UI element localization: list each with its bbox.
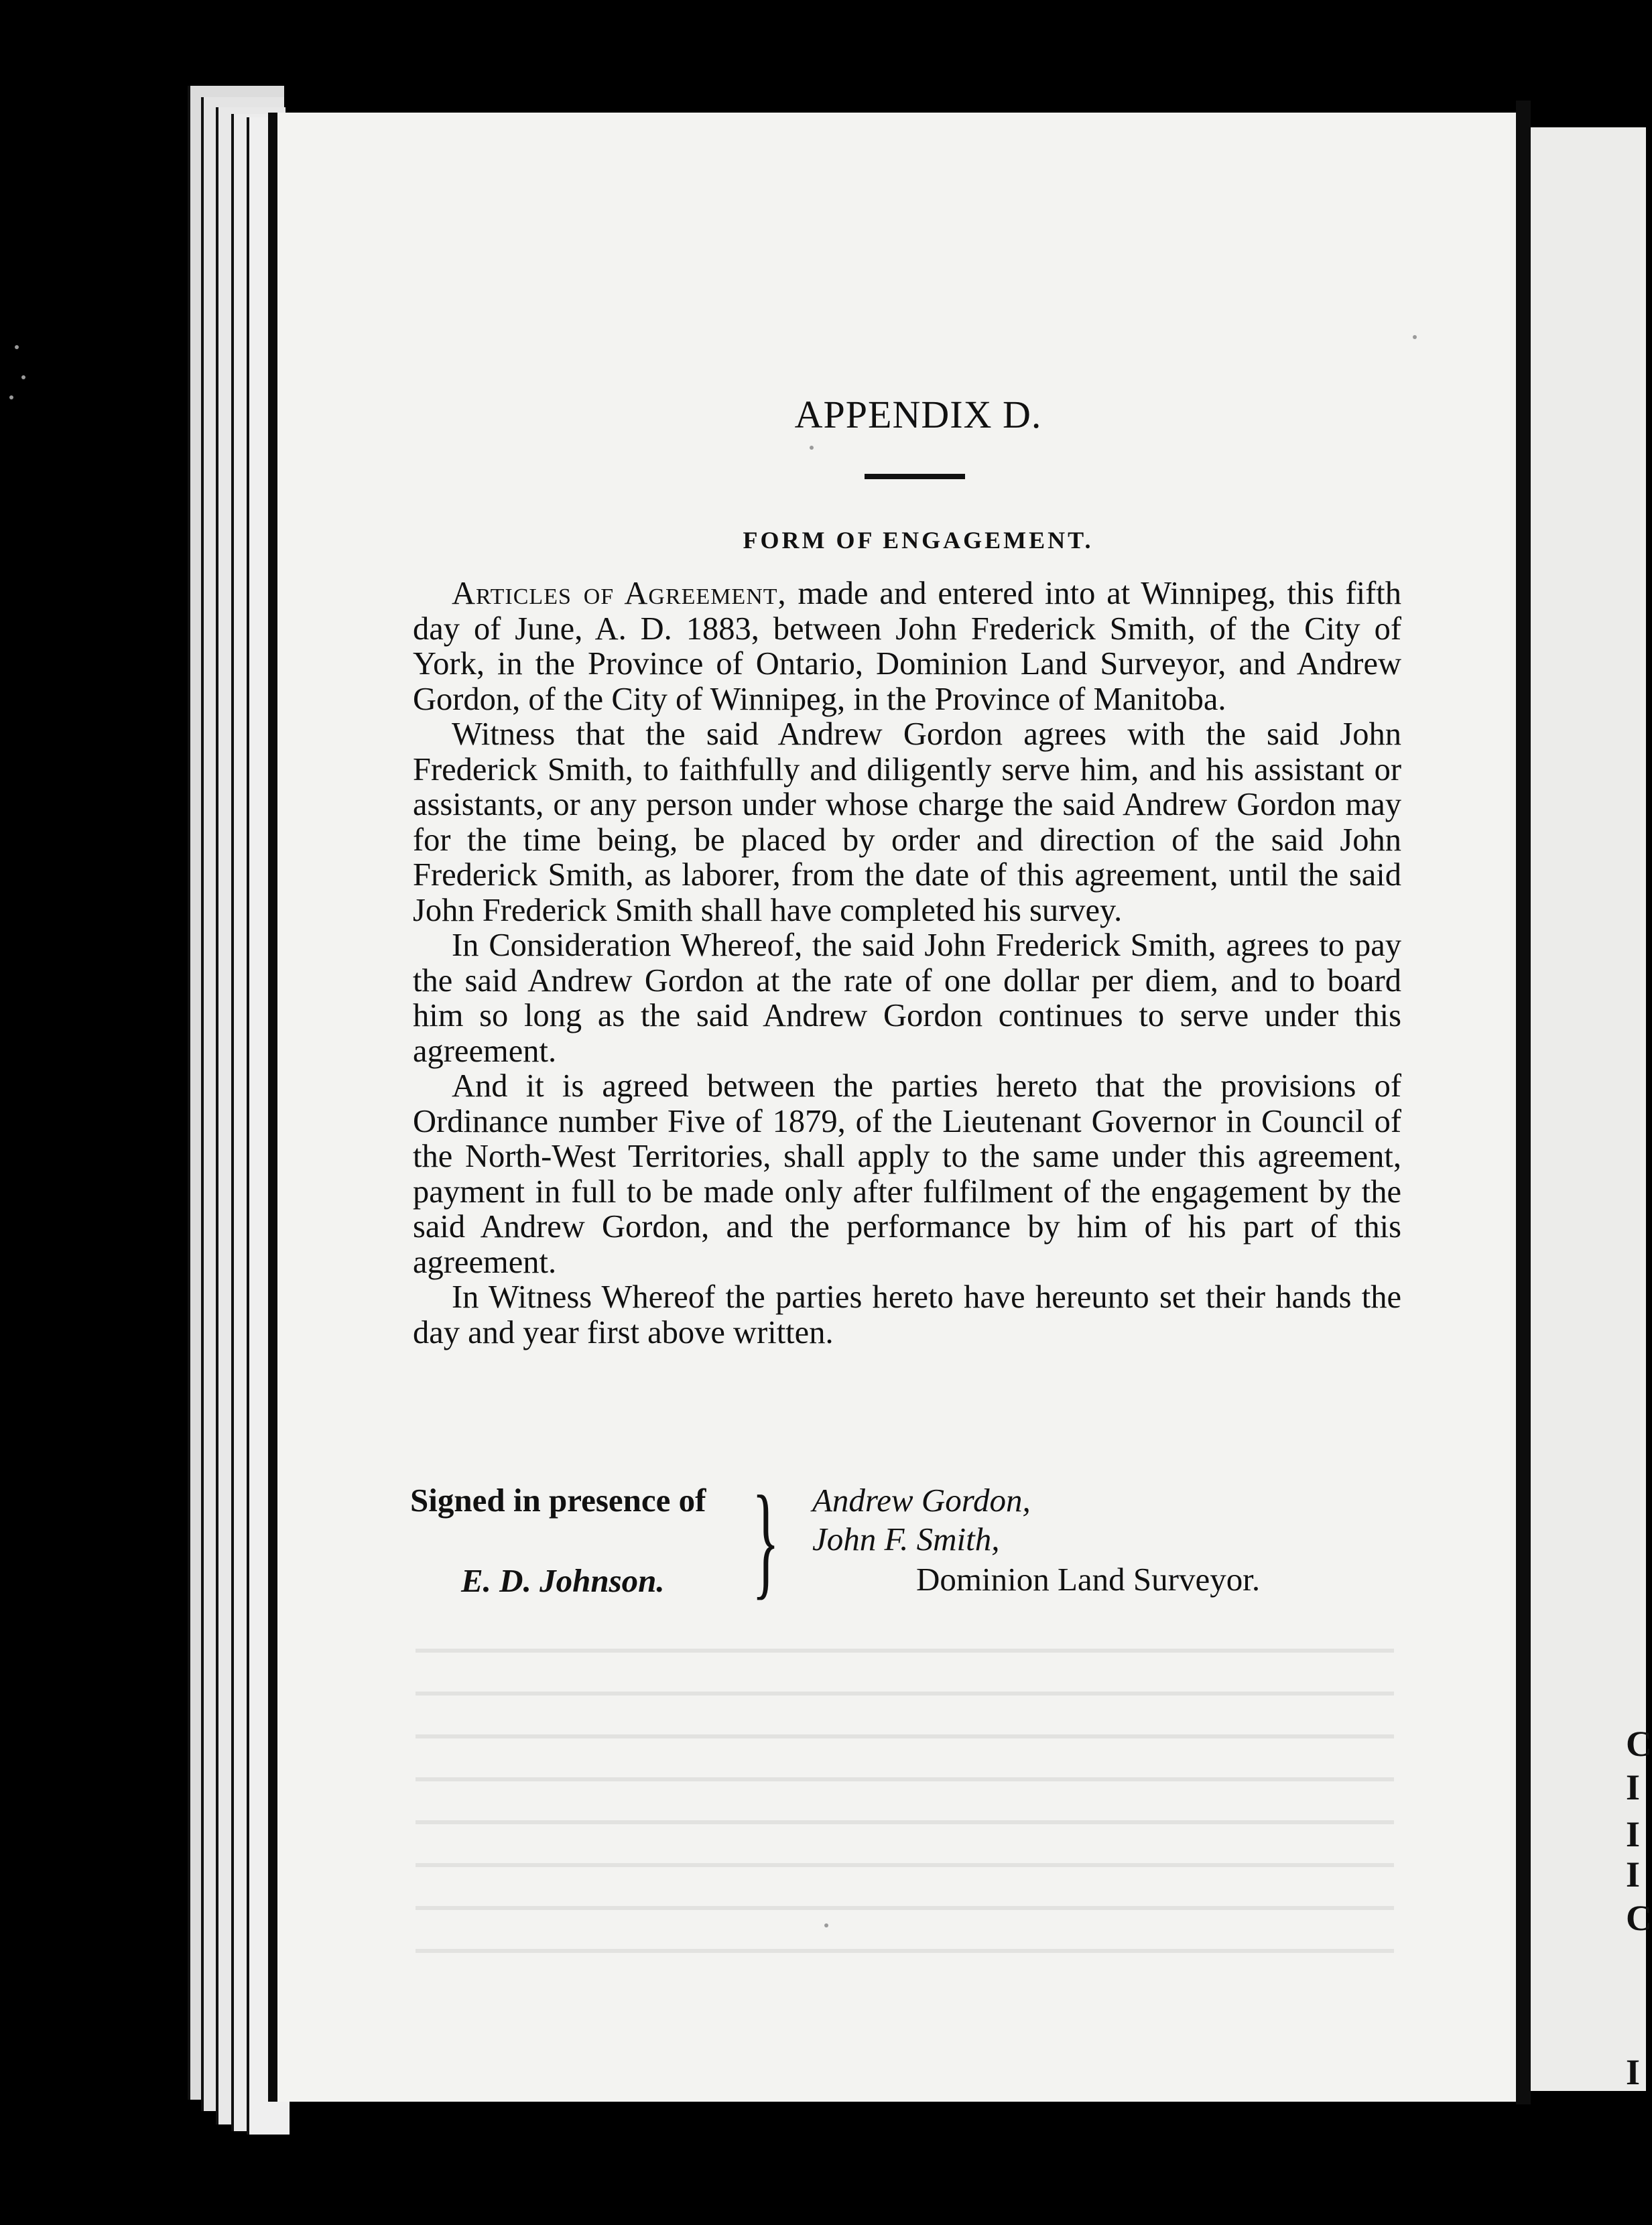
facing-page-glyph: I (1626, 1814, 1641, 1854)
party-signature-gordon: Andrew Gordon, (812, 1482, 1031, 1519)
bleed-through-text (416, 1649, 1394, 1984)
heading-rule (865, 474, 965, 479)
witness-signature: E. D. Johnson. (461, 1562, 665, 1599)
paragraph-text: In Consideration Whereof, the said John Frederick Smith, agrees to pay the said Andrew Gordon at the rate of one dollar per diem, and to board him so long as the said Andrew Gordon continues to serve under this agreement. (413, 928, 1401, 1069)
paragraph-text: Witness that the said Andrew Gordon agrees with the said John Frederick Smith, to faithfully and diligently serve him, and his assistant or assistants, or any person under whose charge the said Andrew Gordon may for the time being, be placed by order and direction of the said John Frederick Smith, as laborer, from the date of this agreement, until the said John Frederick Smith shall have completed his survey. (413, 716, 1401, 928)
signature-brace: } (752, 1470, 780, 1611)
signature-block (410, 1470, 1402, 1615)
paragraph-witness (413, 717, 1401, 928)
paragraph-consideration (413, 928, 1401, 1069)
appendix-heading: APPENDIX D. (794, 393, 1042, 436)
form-subheading: FORM OF ENGAGEMENT. (743, 527, 1094, 554)
paragraph-lead: Articles of Agreement, (452, 576, 787, 611)
signed-in-presence-label: Signed in presence of (410, 1482, 706, 1519)
agreement-body (413, 576, 1401, 1350)
paragraph-text: And it is agreed between the parties hereto that the provisions of Ordinance number Five of 1879, of the Lieutenant Governor in Council of the North-West Territories, shall apply to the same under this agreement, payment in full to be made only after fulfilment of the engagement by the said Andrew Gordon, and the performance by him of his part of this agreement. (413, 1068, 1401, 1280)
surveyor-title: Dominion Land Surveyor. (916, 1561, 1261, 1598)
paragraph-text: made and entered into at Winnipeg, this fifth day of June, A. D. 1883, between John Frederick Smith, of the City of York, in the Province of Ontario, Dominion Land Surveyor, and Andrew Gordon, of the City of Winnipeg, in the Province of Manitoba. (413, 576, 1401, 717)
facing-page-glyph: C (1626, 1898, 1652, 1938)
facing-page-glyph: I (1626, 1854, 1641, 1895)
facing-page-edge (1531, 127, 1652, 2092)
party-signature-smith: John F. Smith, (812, 1521, 1000, 1558)
book-spine (1516, 101, 1531, 2104)
paragraph-ordinance (413, 1069, 1401, 1280)
facing-page-glyph: I (1626, 1767, 1641, 1807)
facing-page-glyph: I (1626, 2052, 1641, 2092)
facing-page-glyph: C (1626, 1724, 1652, 1764)
paragraph-articles (413, 576, 1401, 717)
paragraph-text: In Witness Whereof the parties hereto have hereunto set their hands the day and year first above written. (413, 1279, 1401, 1350)
paragraph-in-witness (413, 1280, 1401, 1350)
